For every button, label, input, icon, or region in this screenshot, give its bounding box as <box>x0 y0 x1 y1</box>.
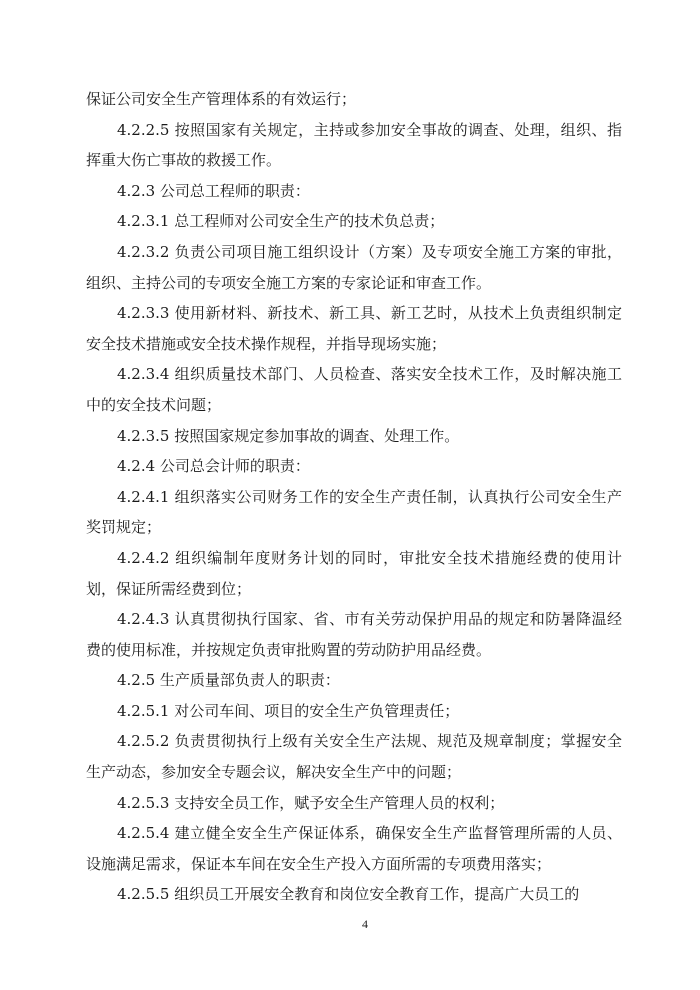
section-heading: 4.2.3 公司总工程师的职责： <box>117 181 310 200</box>
paragraph: 保证公司安全生产管理体系的有效运行； <box>86 90 357 108</box>
paragraph: 4.2.5.3 支持安全员工作，赋予安全生产管理人员的权利； <box>117 793 505 812</box>
paragraph: 4.2.3.4 组织质量技术部门、人员检查、落实安全技术工作，及时解决施工中的安全技术问题； <box>86 365 622 414</box>
paragraph: 4.2.5.4 建立健全安全生产保证体系，确保安全生产监督管理所需的人员、设施满足需求，保证本车间在安全生产投入方面所需的专项费用落实； <box>86 824 622 873</box>
paragraph: 4.2.5.5 组织员工开展安全教育和岗位安全教育工作，提高广大员工的 <box>117 885 580 904</box>
document-body <box>86 84 622 910</box>
paragraph: 4.2.3.2 负责公司项目施工组织设计（方案）及专项安全施工方案的审批，组织、主持公司的专项安全施工方案的专家论证和审查工作。 <box>86 242 622 292</box>
paragraph: 4.2.3.3 使用新材料、新技术、新工具、新工艺时，从技术上负责组织制定安全技术措施或安全技术操作规程，并指导现场实施； <box>86 304 622 353</box>
paragraph: 4.2.2.5 按照国家有关规定，主持或参加安全事故的调查、处理，组织、指挥重大伤亡事故的救援工作。 <box>86 120 622 170</box>
paragraph: 4.2.4.3 认真贯彻执行国家、省、市有关劳动保护用品的规定和防暑降温经费的使用标准，并按规定负责审批购置的劳动防护用品经费。 <box>86 610 622 659</box>
page-number: 4 <box>362 917 368 931</box>
paragraph: 4.2.5.2 负责贯彻执行上级有关安全生产法规、规范及规章制度；掌握安全生产动态，参加安全专题会议，解决安全生产中的问题； <box>86 732 622 782</box>
paragraph: 4.2.5.1 对公司车间、项目的安全生产负管理责任； <box>117 701 460 720</box>
section-heading: 4.2.4 公司总会计师的职责： <box>117 457 310 476</box>
paragraph: 4.2.4.1 组织落实公司财务工作的安全生产责任制，认真执行公司安全生产奖罚规定； <box>86 487 622 537</box>
paragraph: 4.2.3.1 总工程师对公司安全生产的技术负总责； <box>117 212 445 231</box>
paragraph: 4.2.4.2 组织编制年度财务计划的同时，审批安全技术措施经费的使用计划，保证所需经费到位； <box>86 548 622 598</box>
section-heading: 4.2.5 生产质量部负责人的职责： <box>117 671 340 690</box>
paragraph: 4.2.3.5 按照国家规定参加事故的调查、处理工作。 <box>117 426 460 445</box>
